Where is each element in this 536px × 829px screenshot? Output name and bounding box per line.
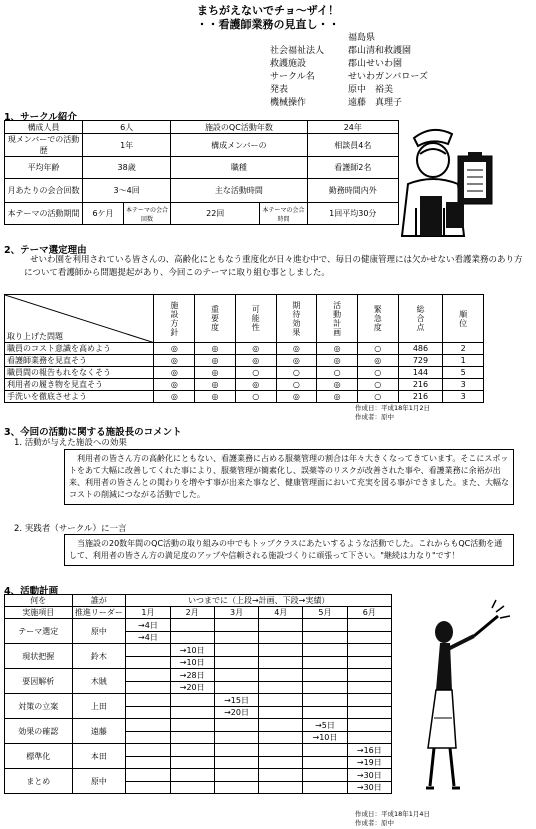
plan-leader: 原中: [72, 619, 126, 644]
actual-value: →10日: [312, 732, 338, 742]
col-header: 期待効果: [276, 295, 317, 343]
plan-cell: [170, 719, 214, 744]
comment-sub2: 2. 実践者（サークル）に一言: [14, 524, 127, 534]
plan-leader: 上田: [72, 694, 126, 719]
plan-cell: [214, 644, 258, 669]
section2-heading: 2、テーマ選定理由: [4, 245, 87, 256]
plan-row: [5, 719, 392, 744]
comment-box-2: 当施設の20数年間のQC活動の取り組みの中でもトップクラスにあたいするような活動でした。これからもQC活動を通して、利用者の皆さん方の満足度のアップや信頼される施設づくりに頑張って下さい。"継続は力なり"です！: [64, 534, 514, 566]
plan-cell: [259, 719, 303, 744]
col-header: 総合点: [398, 295, 443, 343]
info-row: 社会福祉法人 郡山清和救護園: [270, 46, 412, 56]
plan-cell: [347, 769, 391, 794]
plan-cell: [214, 619, 258, 644]
plan-cell: [170, 744, 214, 769]
actual-value: →20日: [224, 707, 249, 717]
plan-cell: [347, 694, 391, 719]
table-row: 看護師業務を見直そう ◎ ◎ ◎ ◎ ◎ ◎ 729 1: [5, 355, 484, 367]
actual-value: →30日: [356, 782, 382, 792]
plan-item: 標準化: [5, 744, 73, 769]
col-header: 施設方針: [154, 295, 195, 343]
table-row: 手洗いを徹底させよう ◎ ◎ ○ ◎ ◎ ○ 216 3: [5, 391, 484, 403]
plan-cell: [303, 644, 347, 669]
activity-plan-table: 何を 誰が いつまでに（上段→計画、下段→実績） 実施項目 推進リーダー 1月 2月 3月 4月 5月 6月 テーマ選定 原中 →4日 →4日 現状把握 鈴木 →10日 →10日 要因解析 木賊 →28日 →20日 対策の立案 上田 →15日 →20日 効果の確認 遠藤 →5日 →10日 標準化 本田 →16日 →19日 まとめ 原中 →30日 →30日: [4, 594, 392, 794]
plan-item: まとめ: [5, 769, 73, 794]
creation-date: 作成日：平成18年1月2日: [355, 404, 431, 412]
plan-cell: [170, 769, 214, 794]
plan-row: [5, 744, 392, 769]
actual-value: →19日: [356, 757, 382, 767]
plan-cell: [259, 744, 303, 769]
col-header: 可能性: [235, 295, 276, 343]
plan-cell: [214, 694, 258, 719]
comment-box-1: 利用者の皆さん方の高齢化にともない、看護業務に占める服薬管理の割合は年々大きくなってきています。そこにスポットをあて大幅に改善してくれた事により、服薬管理が簡素化し、誤薬等のリスクが改善された事や、看護業務に余裕が出来、利用者の皆さんとの関わりを増やす事が出来た事など、健康管理面において充実を図る事ができました。また、大幅なコストの削減につながる活動でした。: [64, 449, 514, 505]
table-row: 職員のコスト意識を高めよう ◎ ◎ ◎ ◎ ◎ ○ 486 2: [5, 343, 484, 355]
col-header: 活動計画: [317, 295, 358, 343]
plan-creation-date: 作成日：平成18年1月4日: [355, 810, 431, 818]
plan-cell: [170, 694, 214, 719]
actual-value: →10日: [179, 657, 205, 667]
page-subtitle: ・・看護師業務の見直し・・: [196, 18, 340, 31]
theme-reason-text: せいわ園を利用されている皆さんの、高齢化にともなう重度化が日々進む中で、毎日の健康管理には欠かせない看護業務のあり方について看護師から問題提起があり、今回このテーマに取り組む事としました。: [24, 255, 523, 278]
circle-intro-table: 構成人員 6人 施設のQC活動年数 24年 現メンバーでの活動歴 1年 構成メンバーの 相談員4名 平均年齢 38歳 職種 看護師2名 月あたりの会合回数 3〜4回 主な活動時間 勤務時間内外 本テーマの活動期間 6ケ月 本テーマの会合回数 22回 本テーマの会合時間 1回平均30分: [4, 120, 399, 225]
plan-cell: [259, 694, 303, 719]
plan-cell: [170, 644, 214, 669]
info-row: 福島県: [348, 33, 376, 43]
plan-cell: [214, 744, 258, 769]
plan-row: [5, 694, 392, 719]
plan-leader: 遠藤: [72, 719, 126, 744]
plan-cell: [126, 694, 170, 719]
plan-value: →10日: [171, 645, 214, 657]
actual-value: →20日: [179, 682, 205, 692]
plan-cell: [214, 719, 258, 744]
actual-value: →4日: [138, 632, 158, 642]
plan-value: →5日: [303, 720, 346, 732]
section4-heading: 4、活動計画: [4, 586, 59, 597]
table-row: 職員間の報告もれをなくそう ◎ ◎ ○ ○ ○ ○ 144 5: [5, 367, 484, 379]
plan-cell: [259, 644, 303, 669]
corner-header: 取り上げた問題: [5, 295, 154, 343]
plan-value: →30日: [348, 770, 391, 782]
col-header: 順位: [443, 295, 484, 343]
plan-cell: [126, 644, 170, 669]
plan-cell: [126, 769, 170, 794]
plan-row: [5, 769, 392, 794]
plan-value: →16日: [348, 745, 391, 757]
plan-cell: [214, 769, 258, 794]
section1-heading: 1、サークル紹介: [4, 112, 77, 123]
table-row: 利用者の履き物を見直そう ◎ ◎ ◎ ○ ◎ ○ 216 3: [5, 379, 484, 391]
celebration-illustration: [400, 598, 520, 798]
plan-cell: [214, 669, 258, 694]
plan-item: 対策の立案: [5, 694, 73, 719]
info-row: 発表 原中 裕美: [270, 85, 394, 95]
plan-leader: 鈴木: [72, 644, 126, 669]
plan-cell: [347, 744, 391, 769]
plan-leader: 本田: [72, 744, 126, 769]
plan-item: 要因解析: [5, 669, 73, 694]
plan-cell: [259, 769, 303, 794]
plan-cell: [126, 719, 170, 744]
org-info: [270, 32, 428, 110]
theme-selection-table: [4, 294, 484, 403]
plan-leader: 原中: [72, 769, 126, 794]
plan-cell: [259, 669, 303, 694]
info-row: サークル名 せいわガンバローズ: [270, 72, 428, 82]
plan-cell: [303, 769, 347, 794]
plan-cell: [347, 669, 391, 694]
section3-heading: 3、今回の活動に関する施設長のコメント: [4, 427, 182, 438]
info-row: 機械操作 遠藤 真理子: [270, 98, 403, 108]
plan-cell: [170, 669, 214, 694]
plan-row: [5, 644, 392, 669]
plan-cell: [126, 669, 170, 694]
plan-value: →4日: [126, 620, 169, 632]
plan-row: [5, 669, 392, 694]
nurse-illustration: [386, 124, 536, 240]
plan-leader: 木賊: [72, 669, 126, 694]
plan-item: 現状把握: [5, 644, 73, 669]
plan-cell: [303, 619, 347, 644]
plan-cell: [303, 744, 347, 769]
info-row: 救護施設 郡山せいわ園: [270, 59, 403, 69]
page-title: まちがえないでチョ〜ザイ！: [197, 4, 339, 17]
plan-item: 効果の確認: [5, 719, 73, 744]
col-header: 重要度: [195, 295, 236, 343]
plan-cell: [347, 719, 391, 744]
plan-cell: [303, 694, 347, 719]
plan-cell: [126, 744, 170, 769]
plan-cell: [126, 619, 170, 644]
comment-sub1: 1. 活動が与えた施設への効果: [14, 438, 127, 448]
plan-cell: [303, 719, 347, 744]
plan-item: テーマ選定: [5, 619, 73, 644]
col-header: 緊急度: [357, 295, 398, 343]
plan-cell: [259, 619, 303, 644]
plan-value: →28日: [171, 670, 214, 682]
plan-cell: [347, 619, 391, 644]
author: 作成者：原中: [355, 413, 394, 421]
plan-cell: [170, 619, 214, 644]
plan-author: 作成者：原中: [355, 819, 394, 827]
plan-row: [5, 619, 392, 644]
plan-cell: [303, 669, 347, 694]
plan-cell: [347, 644, 391, 669]
plan-value: →15日: [215, 695, 258, 707]
